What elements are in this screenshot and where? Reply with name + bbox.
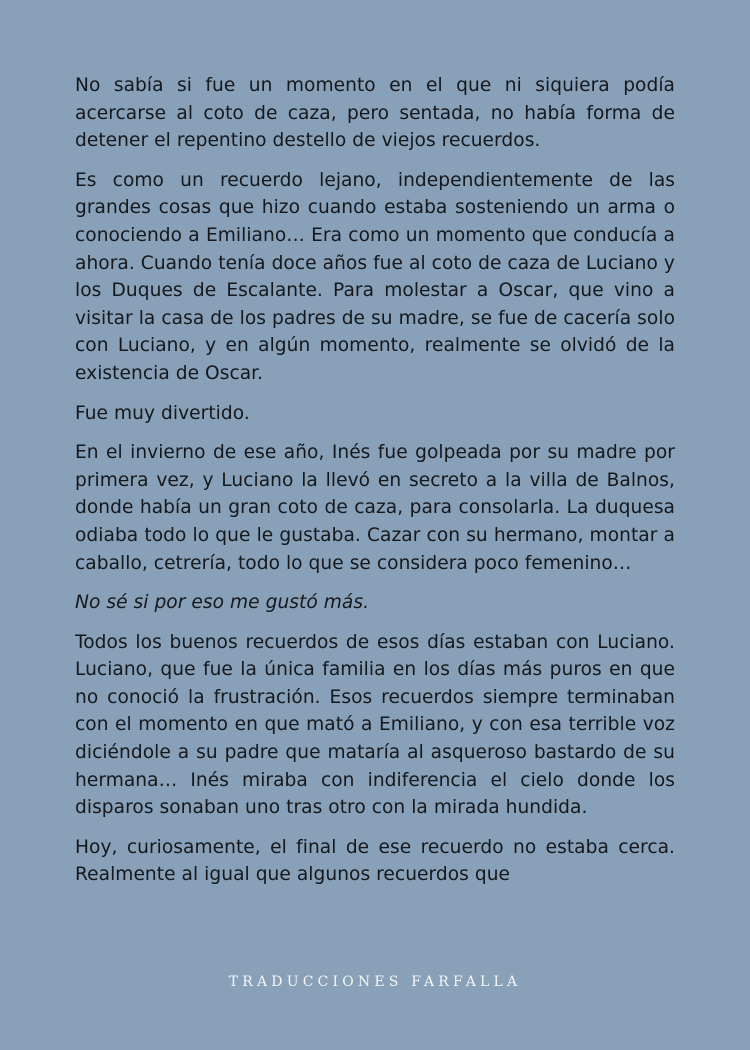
- paragraph-1: No sabía si fue un momento en el que ni siquiera podía acercarse al coto de caza, pero sentada, no había forma de detener el repentino destello de viejos recuerdos.: [75, 75, 675, 152]
- paragraph-7: Hoy, curiosamente, el final de ese recuerdo no estaba cerca. Realmente al igual que algunos recuerdos que: [75, 836, 675, 886]
- paragraph-3: Fue muy divertido.: [75, 402, 250, 424]
- paragraph-6: Todos los buenos recuerdos de esos días estaban con Luciano. Luciano, que fue la única familia en los días más puros en que no conoció la frustración. Esos recuerdos siempre terminaban con el momento en que mató a Emiliano, y con esa terrible voz diciéndole a su padre que mataría al asqueroso bastardo de su hermana… Inés miraba con indiferencia el cielo donde los disparos sonaban uno tras otro con la mirada hundida.: [75, 631, 675, 819]
- page-body: [75, 72, 675, 967]
- paragraph-2: Es como un recuerdo lejano, independientemente de las grandes cosas que hizo cuando estaba sosteniendo un arma o conociendo a Emiliano… Era como un momento que conducía a ahora. Cuando tenía doce años fue al coto de caza de Luciano y los Duques de Escalante. Para molestar a Oscar, que vino a visitar la casa de los padres de su madre, se fue de cacería solo con Luciano, y en algún momento, realmente se olvidó de la existencia de Oscar.: [75, 169, 675, 384]
- paragraph-4: En el invierno de ese año, Inés fue golpeada por su madre por primera vez, y Luciano la llevó en secreto a la villa de Balnos, donde había un gran coto de caza, para consolarla. La duquesa odiaba todo lo que le gustaba. Cazar con su hermano, montar a caballo, cetrería, todo lo que se considera poco femenino…: [75, 442, 675, 574]
- paragraph-5-italic: No sé si por eso me gustó más.: [75, 592, 370, 614]
- footer-credit: TRADUCCIONES FARFALLA: [228, 974, 522, 990]
